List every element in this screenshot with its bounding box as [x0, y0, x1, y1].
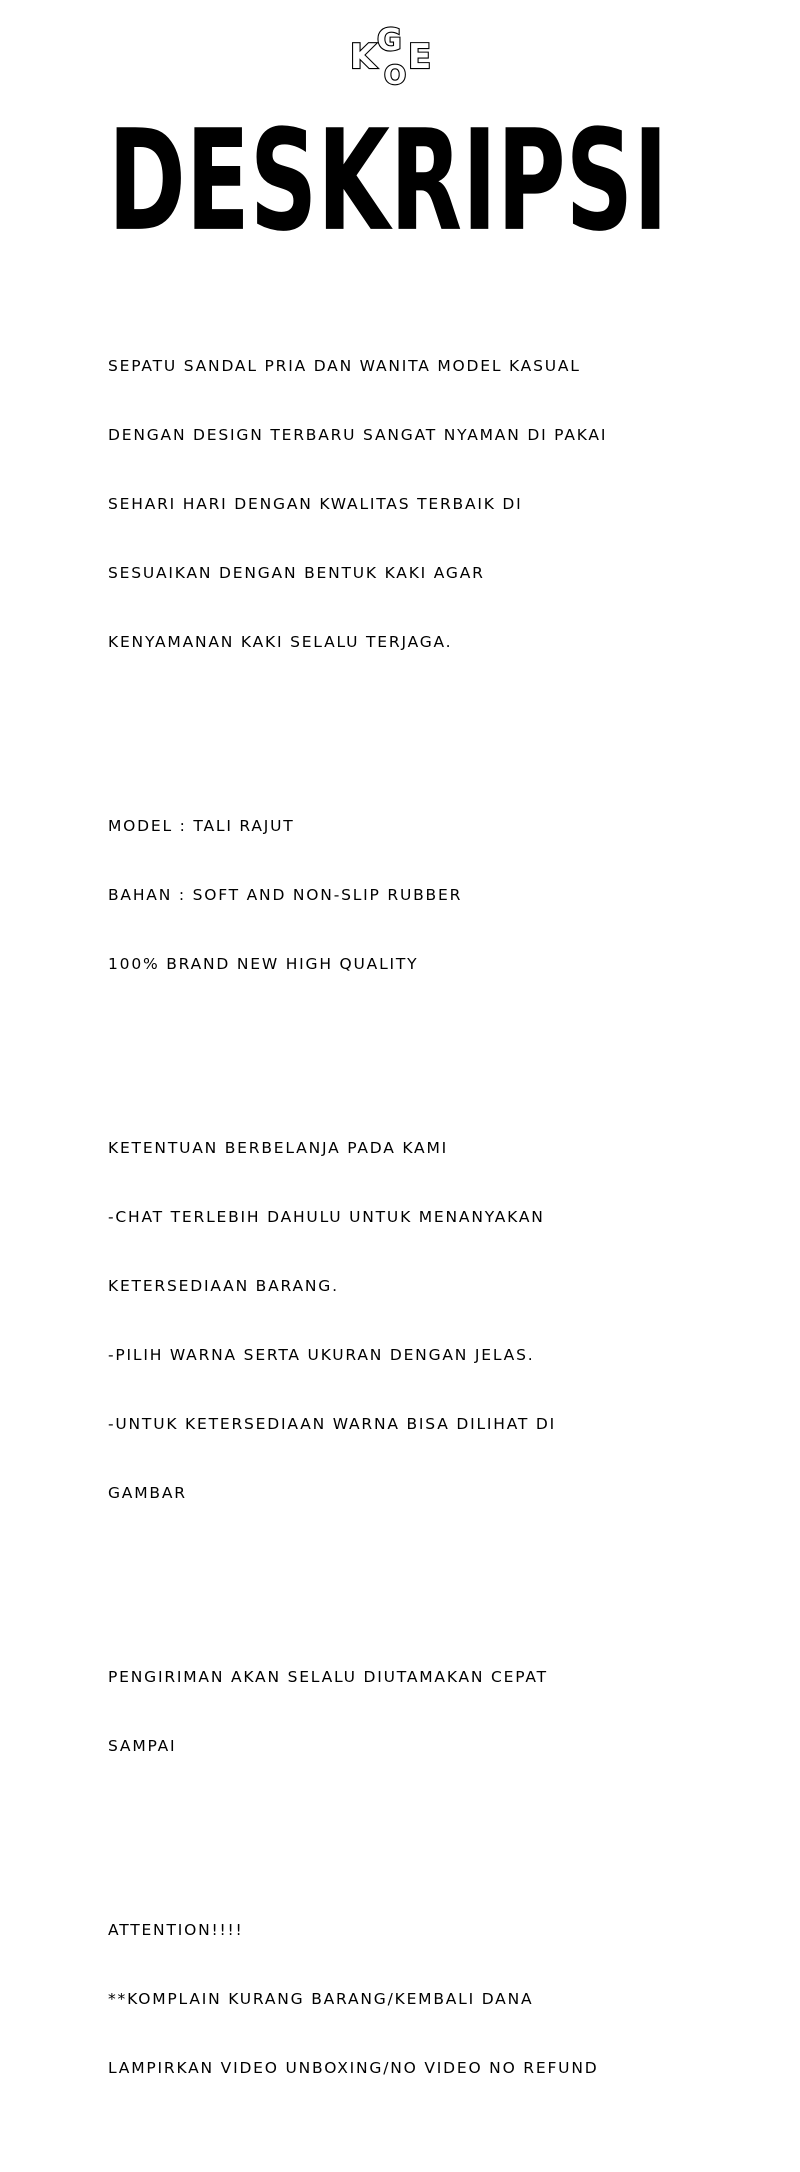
terms-line: KETENTUAN BERBELANJA PADA KAMI — [108, 1139, 448, 1157]
description-line: DENGAN DESIGN TERBARU SANGAT NYAMAN DI PAKAI — [108, 426, 608, 444]
description-paragraph-shipping — [108, 1620, 788, 1804]
description-paragraph-product — [108, 309, 788, 700]
attention-line: **KOMPLAIN KURANG BARANG/KEMBALI DANA — [108, 1990, 534, 2008]
attention-line: LAMPIRKAN VIDEO UNBOXING/NO VIDEO NO REFUND — [108, 2059, 599, 2077]
shipping-line: SAMPAI — [108, 1737, 177, 1755]
description-paragraph-attention — [108, 1873, 788, 2126]
terms-line: KETERSEDIAAN BARANG. — [108, 1277, 339, 1295]
terms-line: -UNTUK KETERSEDIAAN WARNA BISA DILIHAT DI — [108, 1415, 557, 1433]
description-line: SEHARI HARI DENGAN KWALITAS TERBAIK DI — [108, 495, 523, 513]
description-line: KENYAMANAN KAKI SELALU TERJAGA. — [108, 633, 453, 651]
spec-line: BAHAN : SOFT AND NON-SLIP RUBBER — [108, 886, 463, 904]
description-line: SEPATU SANDAL PRIA DAN WANITA MODEL KASUAL — [108, 357, 581, 375]
description-paragraph-terms — [108, 1091, 788, 1551]
spec-line: 100% BRAND NEW HIGH QUALITY — [108, 955, 419, 973]
spec-line: MODEL : TALI RAJUT — [108, 817, 295, 835]
page-title-text: DESKRIPSI — [108, 100, 668, 263]
logo-letter-o: O — [384, 61, 407, 91]
page-title — [108, 100, 668, 263]
description-line: SESUAIKAN DENGAN BENTUK KAKI AGAR — [108, 564, 485, 582]
attention-line: ATTENTION!!!! — [108, 1921, 244, 1939]
page-title-graphic — [108, 100, 668, 263]
logo-letter-e: E — [408, 37, 432, 77]
brand-logo — [344, 20, 444, 92]
terms-line: GAMBAR — [108, 1484, 187, 1502]
logo-letter-g: G — [377, 23, 402, 58]
logo-letter-k: K — [350, 37, 377, 77]
terms-line: -PILIH WARNA SERTA UKURAN DENGAN JELAS. — [108, 1346, 535, 1364]
brand-logo-mark — [344, 20, 444, 92]
description-paragraph-specs — [108, 769, 788, 1022]
shipping-line: PENGIRIMAN AKAN SELALU DIUTAMAKAN CEPAT — [108, 1668, 548, 1686]
terms-line: -CHAT TERLEBIH DAHULU UNTUK MENANYAKAN — [108, 1208, 545, 1226]
product-description — [108, 263, 788, 2172]
